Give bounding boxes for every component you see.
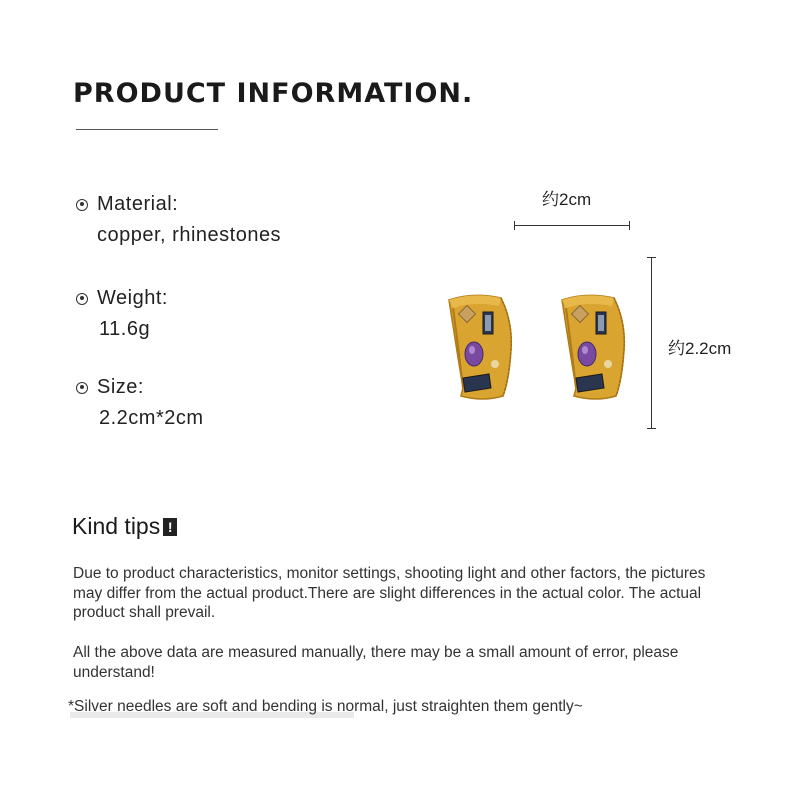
tips-paragraph: All the above data are measured manually, there may be a small amount of error, please understand! (73, 644, 679, 681)
spec-label: Weight: (97, 287, 168, 309)
spec-value: copper, rhinestones (97, 224, 282, 246)
tips-note: *Silver needles are soft and bending is normal, just straighten them gently~ (68, 698, 583, 715)
title-underline (76, 129, 218, 130)
spec-weight (76, 287, 168, 341)
spec-material (76, 193, 281, 247)
spec-value: 2.2cm*2cm (99, 407, 204, 429)
spec-label: Size: (97, 376, 144, 398)
earring-image-right (556, 292, 628, 402)
kind-tips-label: Kind tips (72, 513, 161, 539)
bullet-icon (76, 382, 88, 394)
spec-label: Material: (97, 193, 179, 215)
height-dimension-label: 约2.2cm (668, 339, 732, 358)
exclamation-icon: ! (163, 518, 177, 536)
bullet-icon (76, 199, 88, 211)
spec-value: 11.6g (99, 318, 151, 340)
tips-paragraph: Due to product characteristics, monitor settings, shooting light and other factors, the pictures may differ from the actual product.There are slight differences in the actual color. The actual product shall prevail. (73, 565, 706, 621)
width-dimension-label: 约2cm (542, 190, 592, 209)
earring-image-left (443, 292, 515, 402)
spec-size (76, 376, 204, 430)
page-title: PRODUCT INFORMATION. (73, 78, 474, 109)
width-dimension-line (514, 225, 630, 226)
height-dimension-line (651, 257, 652, 429)
bullet-icon (76, 293, 88, 305)
kind-tips-title (72, 513, 177, 540)
